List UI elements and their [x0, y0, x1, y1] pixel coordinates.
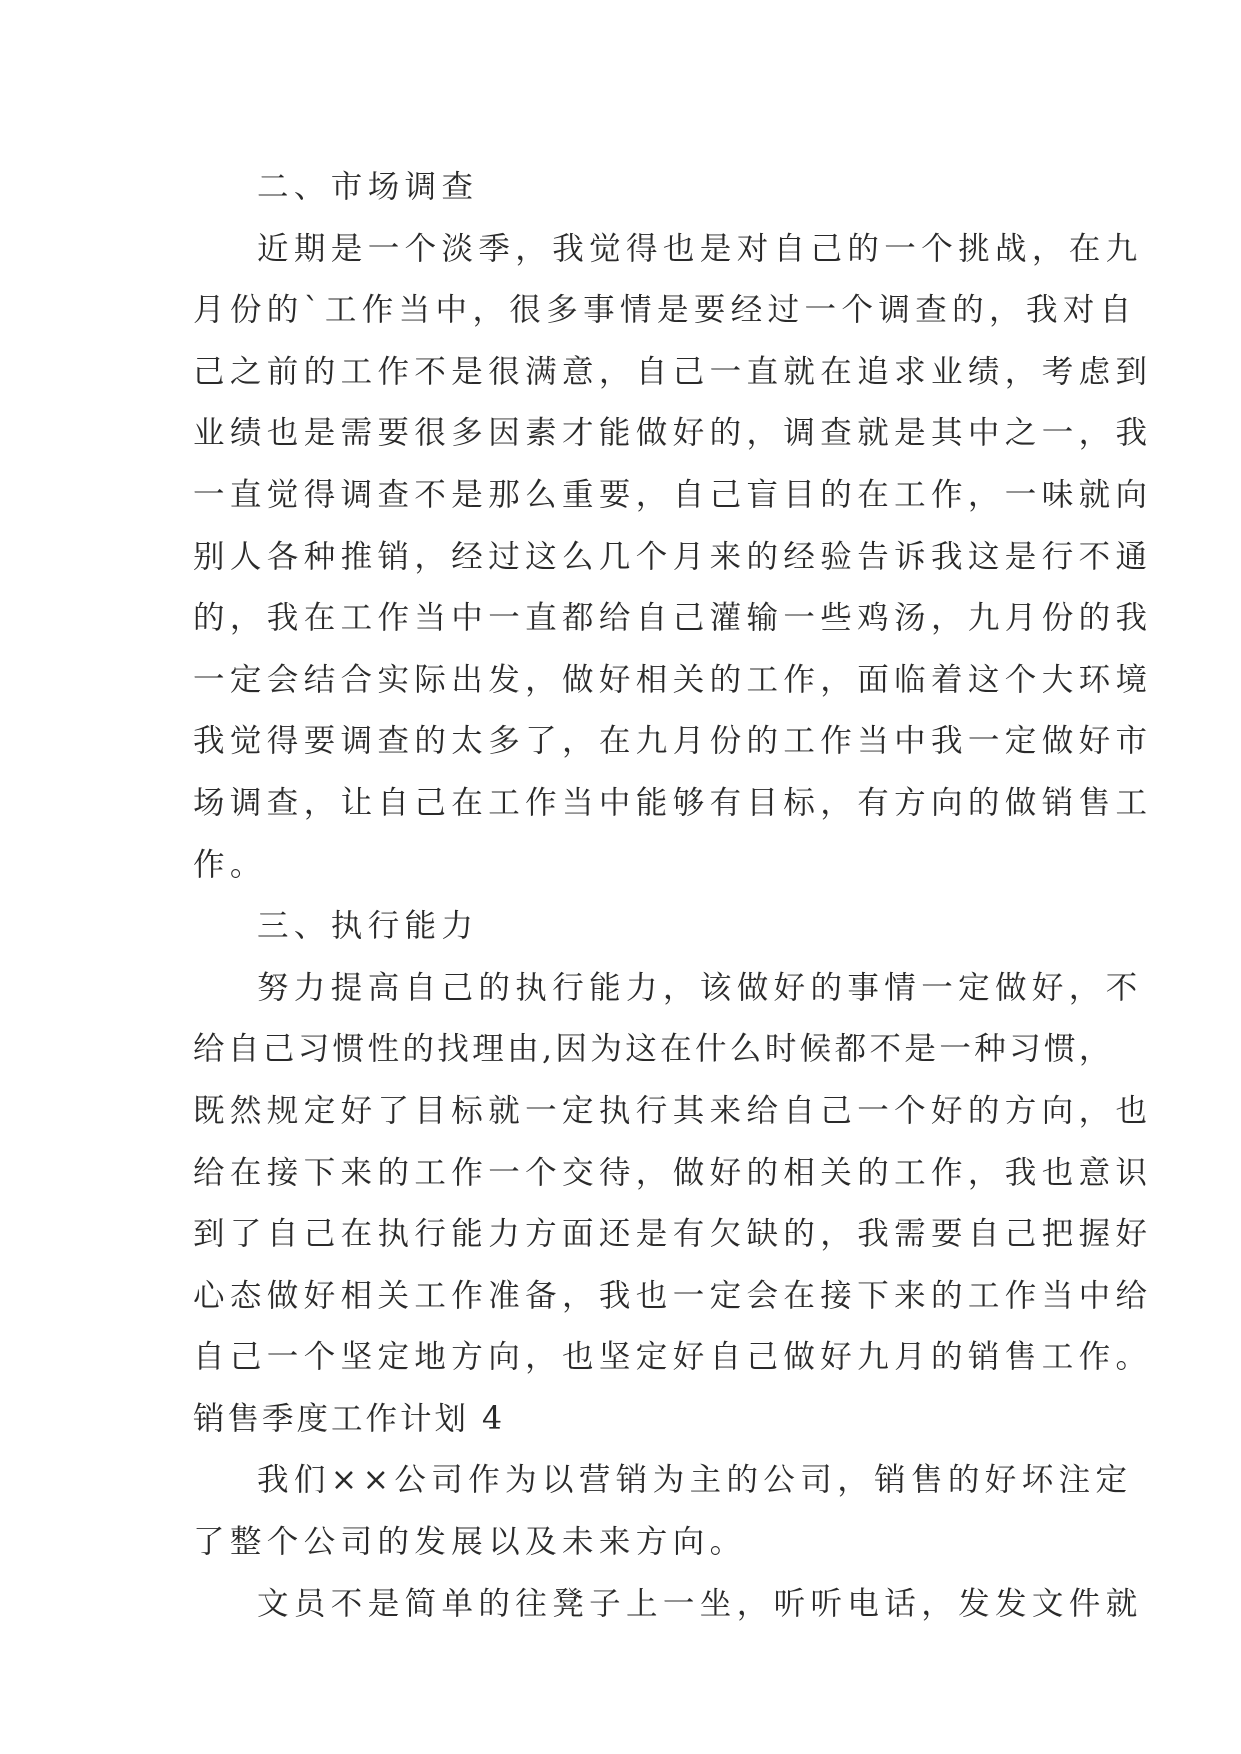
paragraph-line: 场调查，让自己在工作当中能够有目标，有方向的做销售工 — [193, 784, 1153, 821]
paragraph-line: 别人各种推销，经过这么几个月来的经验告诉我这是行不通 — [193, 538, 1153, 575]
paragraph-line: 一直觉得调查不是那么重要，自己盲目的在工作，一味就向 — [193, 476, 1153, 513]
paragraph-line: 的，我在工作当中一直都给自己灌输一些鸡汤，九月份的我 — [193, 600, 1153, 637]
paragraph-line: 了整个公司的发展以及未来方向。 — [193, 1524, 747, 1561]
paragraph-line: 努力提高自己的执行能力，该做好的事情一定做好，不 — [257, 969, 1143, 1006]
section-heading-execution: 三、执行能力 — [257, 908, 479, 945]
paragraph-line: 我们××公司作为以营销为主的公司，销售的好坏注定 — [257, 1462, 1133, 1499]
paragraph-line: 给在接下来的工作一个交待，做好的相关的工作，我也意识 — [193, 1154, 1153, 1191]
paragraph-line: 心态做好相关工作准备，我也一定会在接下来的工作当中给 — [193, 1277, 1153, 1314]
paragraph-line: 业绩也是需要很多因素才能做好的，调查就是其中之一，我 — [193, 415, 1153, 452]
paragraph-line: 一定会结合实际出发，做好相关的工作，面临着这个大环境 — [193, 661, 1153, 698]
section-heading-market-research: 二、市场调查 — [257, 169, 479, 205]
paragraph-line: 既然规定好了目标就一定执行其来给自己一个好的方向，也 — [193, 1092, 1153, 1129]
document-page — [193, 157, 1153, 1635]
paragraph-line: 月份的`工作当中，很多事情是要经过一个调查的，我对自 — [193, 292, 1137, 329]
paragraph-line: 己之前的工作不是很满意，自己一直就在追求业绩，考虑到 — [193, 353, 1153, 390]
paragraph-line: 近期是一个淡季，我觉得也是对自己的一个挑战，在九 — [257, 230, 1143, 267]
paragraph-line: 自己一个坚定地方向，也坚定好自己做好九月的销售工作。 — [193, 1339, 1153, 1376]
paragraph-line: 我觉得要调查的太多了，在九月份的工作当中我一定做好市 — [193, 723, 1153, 760]
paragraph-line: 作。 — [193, 846, 267, 883]
paragraph-line: 到了自己在执行能力方面还是有欠缺的，我需要自己把握好 — [193, 1216, 1153, 1253]
paragraph-line: 给自己习惯性的找理由,因为这在什么时候都不是一种习惯， — [193, 1031, 1114, 1068]
plan-title: 销售季度工作计划 4 — [193, 1400, 506, 1437]
paragraph-line: 文员不是简单的往凳子上一坐，听听电话，发发文件就 — [257, 1585, 1143, 1622]
